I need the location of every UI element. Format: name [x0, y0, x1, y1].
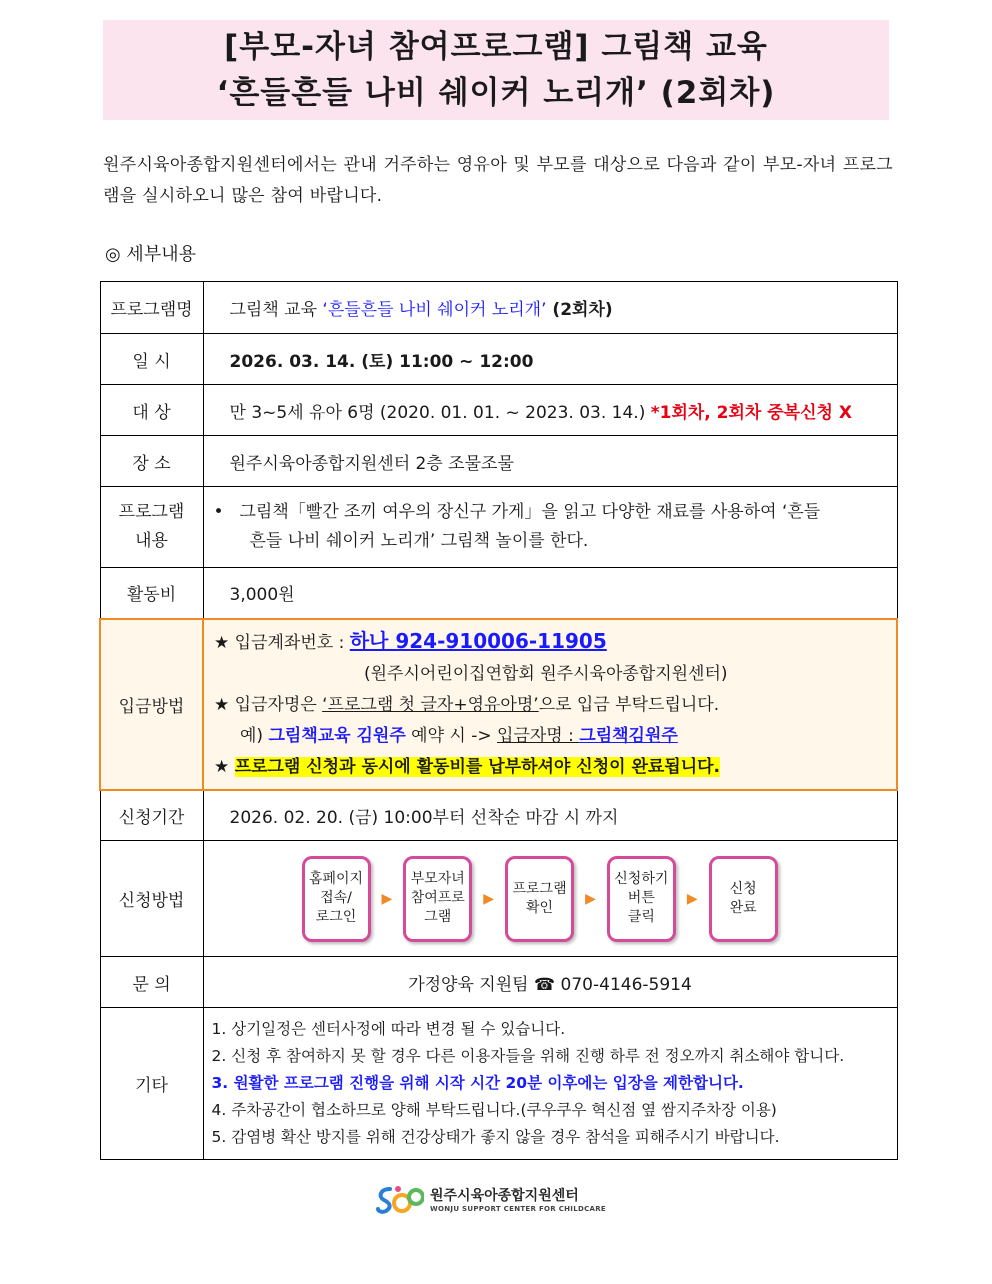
content-line2: 흔들 나비 쉐이커 노리개’ 그림책 놀이를 한다. — [249, 531, 589, 551]
label-etc: 기타 — [100, 1008, 203, 1160]
label-datetime: 일 시 — [100, 334, 203, 385]
row-fee — [100, 568, 897, 619]
etc-item: 5. 감염병 확산 방지를 위해 건강상태가 좋지 않을 경우 참석을 피해주시기 바랍니다. — [211, 1128, 780, 1146]
value-datetime: 2026. 03. 14. (토) 11:00 ~ 12:00 — [203, 334, 897, 385]
arrow-right-icon: ▶ — [381, 890, 393, 907]
name-rule-suffix: 으로 입금 부탁드립니다. — [538, 694, 720, 715]
example-booking: 그림책교육 김원주 — [268, 725, 406, 746]
value-inquiry: 가정양육 지원팀 ☎ 070-4146-5914 — [203, 957, 897, 1008]
content-bullet: • — [213, 502, 224, 522]
target-note: *1회차, 2회차 중복신청 X — [650, 402, 852, 423]
row-place — [100, 436, 897, 487]
etc-item: 1. 상기일정은 센터사정에 따라 변경 될 수 있습니다. — [211, 1020, 566, 1038]
program-name-suffix: (2회차) — [546, 300, 613, 320]
label-period: 신청기간 — [100, 790, 203, 841]
value-fee: 3,000원 — [203, 568, 897, 619]
star-icon: ★ — [214, 632, 230, 653]
title-line-2: ‘흔들흔들 나비 쉐이커 노리개’ (2회차) — [216, 75, 776, 111]
row-payment — [100, 619, 897, 790]
value-place: 원주시육아종합지원센터 2층 조물조물 — [203, 436, 897, 487]
example-prefix: 예) — [240, 725, 269, 746]
details-table — [99, 281, 898, 1160]
title-line-1: [부모-자녀 참여프로그램] 그림책 교육 — [224, 29, 768, 65]
arrow-right-icon: ▶ — [585, 890, 596, 907]
label-content — [100, 487, 203, 568]
value-content — [203, 487, 897, 568]
label-program-name: 프로그램명 — [100, 282, 203, 334]
row-datetime — [100, 334, 897, 385]
example-value: 그림책김원주 — [579, 725, 678, 746]
content-line1: 그림책「빨간 조끼 여우의 장신구 가게」을 읽고 다양한 재료를 사용하여 ‘흔들 — [239, 502, 821, 522]
etc-item: 3. 원활한 프로그램 진행을 위해 시작 시간 20분 이후에는 입장을 제한합니다. — [211, 1074, 744, 1092]
title-banner — [103, 20, 889, 120]
name-rule-format: ‘프로그램 첫 글자+영유아명’ — [322, 694, 539, 715]
section-heading: ◎ 세부내용 — [105, 244, 196, 265]
target-text: 만 3~5세 유아 6명 (2020. 01. 01. ~ 2023. 03. 14.) — [229, 402, 651, 423]
center-logo-icon — [376, 1183, 424, 1215]
label-payment: 입금방법 — [100, 619, 203, 790]
label-inquiry: 문 의 — [100, 957, 203, 1008]
center-logo-subtitle: WONJU SUPPORT CENTER FOR CHILDCARE — [430, 1205, 606, 1213]
row-program-name — [100, 282, 897, 334]
step-application-complete: 신청 완료 — [709, 856, 778, 942]
example-mid: 예약 시 -> — [405, 725, 498, 746]
value-method — [203, 841, 897, 957]
etc-item: 4. 주차공간이 협소하므로 양해 부탁드립니다.(쿠우쿠우 혁신점 옆 쌈지주차장 이용) — [211, 1101, 777, 1119]
application-flow — [204, 856, 897, 942]
row-inquiry — [100, 957, 897, 1008]
payment-notice: 프로그램 신청과 동시에 활동비를 납부하셔야 신청이 완료됩니다. — [234, 756, 721, 777]
program-name-title: ‘흔들흔들 나비 쉐이커 노리개’ — [322, 300, 547, 320]
label-place: 장 소 — [100, 436, 203, 487]
value-etc — [203, 1008, 897, 1160]
example-label: 입금자명 : — [497, 725, 580, 746]
etc-item: 2. 신청 후 참여하지 못 할 경우 다른 이용자들을 위해 진행 하루 전 정오까지 취소해야 합니다. — [211, 1047, 845, 1065]
label-content-line1: 프로그램 — [118, 502, 185, 522]
row-etc — [100, 1008, 897, 1160]
step-apply-button-click: 신청하기 버튼 클릭 — [607, 856, 676, 942]
account-number: 하나 924-910006-11905 — [349, 628, 607, 653]
program-name-prefix: 그림책 교육 — [229, 300, 323, 320]
label-method: 신청방법 — [100, 841, 203, 957]
intro-paragraph: 원주시육아종합지원센터에서는 관내 거주하는 영유아 및 부모를 대상으로 다음과 같이 부모-자녀 프로그램을 실시하오니 많은 참여 바랍니다. — [103, 155, 893, 206]
label-content-line2: 내용 — [135, 531, 168, 551]
center-logo-name: 원주시육아종합지원센터 — [430, 1188, 579, 1204]
step-parent-child-program: 부모자녀 참여프로 그램 — [403, 856, 472, 942]
arrow-right-icon: ▶ — [483, 890, 495, 907]
step-program-check: 프로그램 확인 — [505, 856, 574, 942]
name-rule-prefix: 입금자명은 — [234, 694, 323, 715]
center-logo — [376, 1183, 606, 1215]
label-target: 대 상 — [100, 385, 203, 436]
row-target — [100, 385, 897, 436]
account-label: 입금계좌번호 : — [234, 632, 350, 653]
value-program-name — [203, 282, 897, 334]
value-target — [203, 385, 897, 436]
value-period: 2026. 02. 20. (금) 10:00부터 선착순 마감 시 까지 — [203, 790, 897, 841]
row-method — [100, 841, 897, 957]
step-homepage-login: 홈페이지 접속/ 로그인 — [302, 856, 371, 942]
label-fee: 활동비 — [100, 568, 203, 619]
row-period — [100, 790, 897, 841]
arrow-right-icon: ▶ — [686, 890, 698, 907]
star-icon: ★ — [214, 756, 230, 777]
star-icon: ★ — [214, 694, 230, 715]
row-content — [100, 487, 897, 568]
value-payment — [203, 619, 897, 790]
account-holder: (원주시어린이집연합회 원주시육아종합지원센터) — [364, 663, 728, 684]
